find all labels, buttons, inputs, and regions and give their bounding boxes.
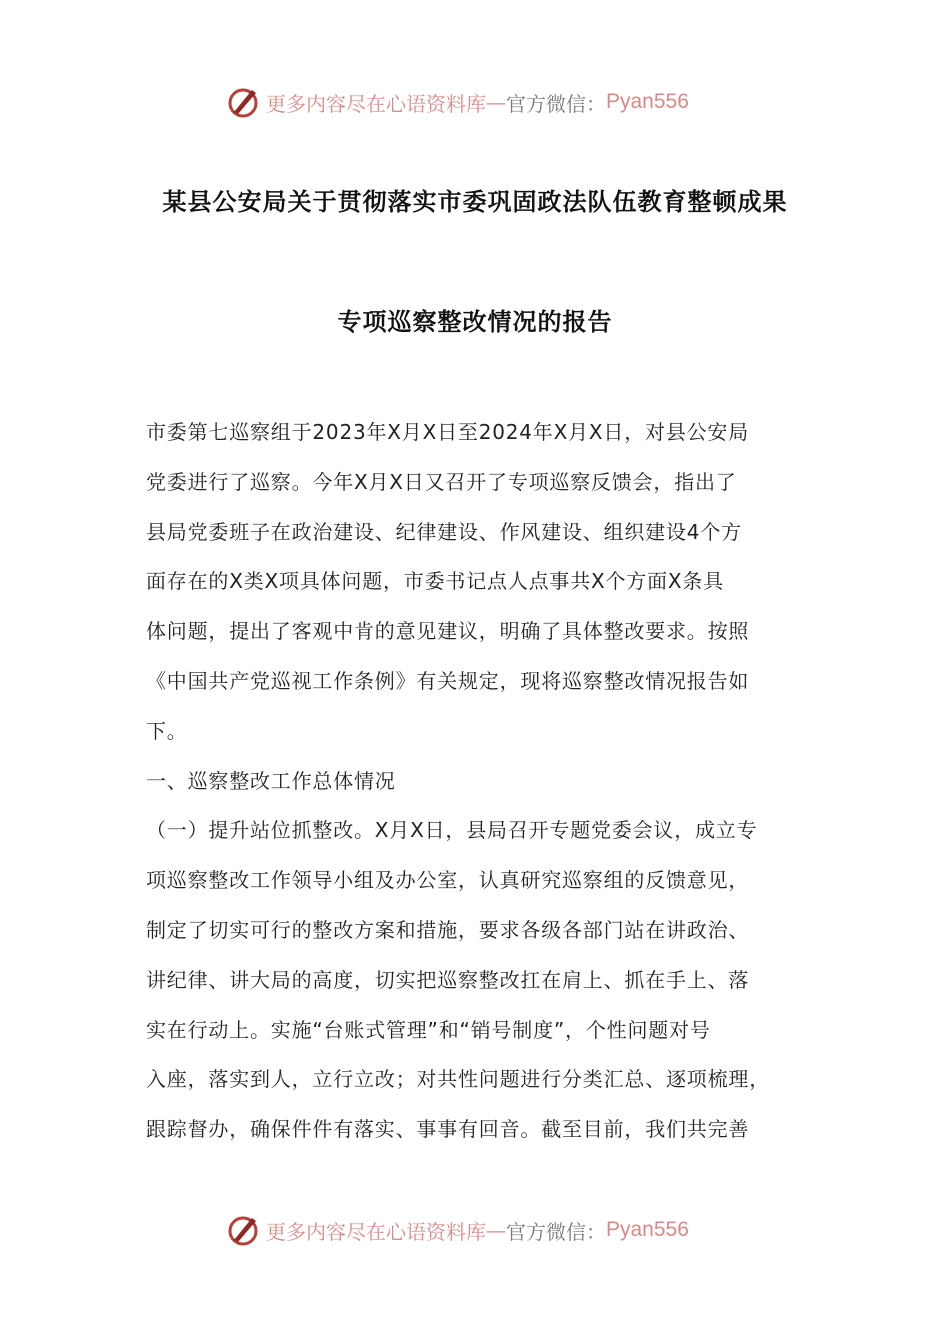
body-line: 党委进行了巡察。今年X月X日又召开了专项巡察反馈会，指出了 (146, 469, 737, 494)
banner-wechat-label: 官方微信： (506, 91, 606, 116)
body-line: 入座，落实到人，立行立改；对共性问题进行分类汇总、逐项梳理， (146, 1067, 770, 1092)
banner-dash: — (486, 1218, 506, 1242)
section-heading: 一、巡察整改工作总体情况 (146, 768, 396, 793)
body-line: 《中国共产党巡视工作条例》有关规定，现将巡察整改情况报告如 (146, 668, 750, 693)
quill-logo-icon (226, 1212, 262, 1248)
header-watermark-banner (226, 82, 726, 122)
document-title-line-1: 某县公安局关于贯彻落实市委巩固政法队伍教育整顿成果 (162, 187, 788, 216)
document-body (146, 414, 826, 1161)
body-line: 市委第七巡察组于2023年X月X日至2024年X月X日，对县公安局 (146, 420, 750, 444)
body-line: 跟踪督办，确保件件有落实、事事有回音。截至目前，我们共完善 (146, 1117, 750, 1142)
body-line: 面存在的X类X项具体问题，市委书记点人点事共X个方面X条具 (146, 569, 725, 594)
quill-logo-icon (226, 84, 262, 120)
footer-watermark-banner (226, 1210, 726, 1250)
body-line: 县局党委班子在政治建设、纪律建设、作风建设、组织建设4个方 (146, 519, 742, 544)
document-title-line-2: 专项巡察整改情况的报告 (337, 307, 613, 336)
body-line: 下。 (146, 718, 188, 743)
body-line: （一）提升站位抓整改。X月X日，县局召开专题党委会议，成立专 (146, 818, 758, 843)
banner-text-main: 更多内容尽在心语资料库 (266, 91, 486, 116)
body-line: 讲纪律、讲大局的高度，切实把巡察整改扛在肩上、抓在手上、落 (146, 967, 750, 992)
banner-wechat-label: 官方微信： (506, 1219, 606, 1244)
banner-wechat-id: Pyan556 (606, 1218, 689, 1241)
body-line: 体问题，提出了客观中肯的意见建议，明确了具体整改要求。按照 (146, 619, 750, 644)
body-line: 制定了切实可行的整改方案和措施，要求各级各部门站在讲政治、 (146, 917, 750, 942)
body-line: 实在行动上。实施“台账式管理”和“销号制度”，个性问题对号 (146, 1017, 711, 1042)
banner-text-main: 更多内容尽在心语资料库 (266, 1219, 486, 1244)
banner-wechat-id: Pyan556 (606, 90, 689, 113)
body-line: 项巡察整改工作领导小组及办公室，认真研究巡察组的反馈意见， (146, 868, 750, 893)
banner-dash: — (486, 90, 506, 114)
